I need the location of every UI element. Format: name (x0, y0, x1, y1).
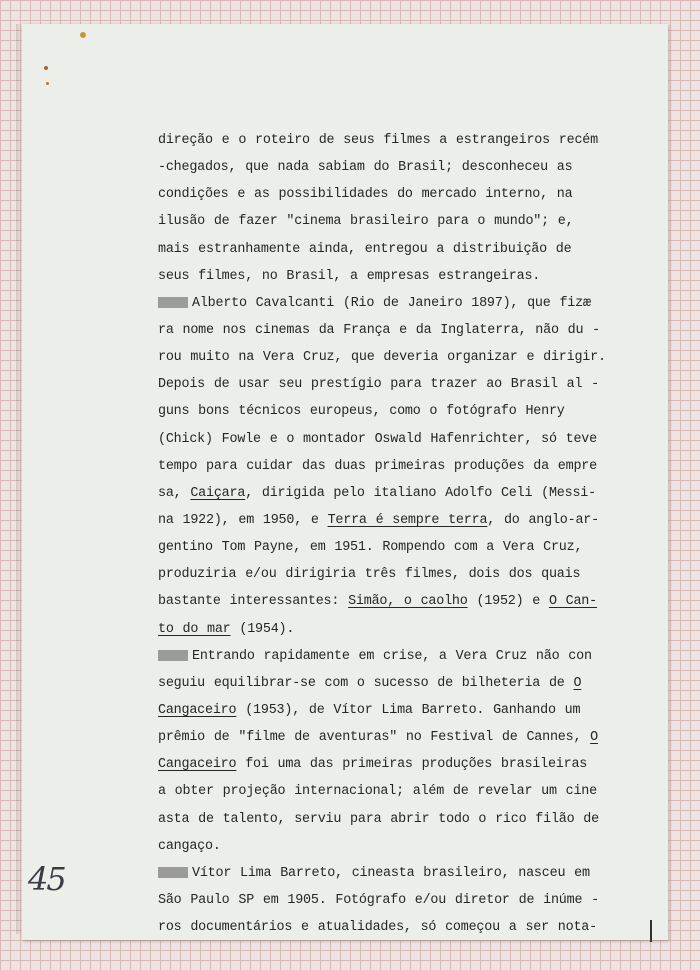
text-segment: guns bons técnicos europeus, como o fotógrafo Henry (158, 404, 565, 420)
text-segment: seguiu equilibrar-se com o sucesso de bilheteria de (158, 675, 574, 691)
text-segment: bastante interessantes: (158, 594, 349, 610)
text-line (158, 290, 644, 317)
text-segment: a obter projeção internacional; além de revelar um cine (158, 784, 597, 800)
text-line (158, 507, 644, 534)
text-segment: produziria e/ou dirigiria três filmes, dois dos quais (158, 567, 581, 583)
text-segment: (1954). (230, 621, 295, 637)
text-segment: Vítor Lima Barreto, cineasta brasileiro, nasceu em (192, 865, 590, 881)
stain-mark (80, 32, 86, 38)
page-number: 45 (28, 860, 65, 898)
text-line (158, 480, 644, 507)
text-segment: condições e as possibilidades do mercado interno, na (158, 187, 573, 203)
text-segment: (Chick) Fowle e o montador Oswald Hafenrichter, só teve (158, 431, 597, 447)
text-line (158, 534, 644, 561)
underlined-title: O Can- (548, 594, 597, 610)
text-line (158, 588, 644, 615)
underlined-title: O (573, 675, 582, 691)
text-line (158, 751, 644, 778)
text-line (158, 317, 644, 344)
text-segment: seus filmes, no Brasil, a empresas estrangeiras. (158, 268, 541, 284)
underlined-title: Cangaceiro (158, 702, 237, 718)
text-line (158, 697, 644, 724)
text-line (158, 426, 644, 453)
text-line (158, 724, 644, 751)
text-segment: São Paulo SP em 1905. Fotógrafo e/ou diretor de inúme - (158, 892, 599, 908)
text-line (158, 127, 644, 154)
stain-mark (44, 66, 48, 70)
text-segment: , do anglo-ar- (487, 512, 599, 528)
text-line (158, 616, 644, 643)
text-line (158, 154, 644, 181)
text-line (158, 561, 644, 588)
underlined-title: Terra é sempre terra (327, 512, 488, 528)
underlined-title: to do mar (158, 621, 231, 637)
text-segment: ilusão de fazer "cinema brasileiro para o mundo"; e, (158, 214, 574, 230)
text-line (158, 263, 644, 290)
text-segment: direção e o roteiro de seus filmes a estrangeiros recém (158, 133, 598, 148)
text-line (158, 860, 644, 887)
text-segment: Depois de usar seu prestígio para trazer ao Brasil al - (158, 377, 599, 393)
paragraph (158, 290, 644, 643)
text-segment: (1953), de Vítor Lima Barreto. Ganhando um (236, 702, 581, 718)
indent-blot-mark (158, 650, 188, 661)
paragraph (158, 643, 644, 860)
text-segment: sa, (158, 485, 191, 501)
text-line (158, 833, 644, 860)
text-segment: ra nome nos cinemas da França e da Inglaterra, não du - (158, 322, 600, 338)
indent-blot-mark (158, 867, 188, 878)
text-line (158, 806, 644, 833)
text-line (158, 778, 644, 805)
text-line (158, 344, 644, 371)
paper-edge-mark (650, 920, 652, 942)
text-line (158, 670, 644, 697)
text-line (158, 236, 644, 263)
text-segment: Entrando rapidamente em crise, a Vera Cruz não con (192, 648, 592, 664)
text-segment: (1952) e (467, 594, 549, 610)
text-segment: foi uma das primeiras produções brasileiras (236, 757, 588, 773)
text-segment: rou muito na Vera Cruz, que deveria organizar e dirigir. (158, 350, 606, 366)
text-line (158, 208, 644, 235)
text-segment: mais estranhamente ainda, entregou a distribuição de (158, 241, 572, 257)
text-segment: -chegados, que nada sabiam do Brasil; desconheceu as (158, 160, 573, 176)
text-line (158, 887, 644, 914)
text-line (158, 453, 644, 480)
typed-text-body (158, 127, 644, 941)
text-segment: prêmio de "filme de aventuras" no Festival de Cannes, (158, 730, 591, 746)
text-segment: ros documentários e atualidades, só começou a ser nota- (158, 920, 597, 936)
text-line (158, 914, 644, 941)
text-segment: asta de talento, serviu para abrir todo o rico filão de (158, 811, 599, 827)
text-segment: tempo para cuidar das duas primeiras produções da empre (158, 458, 597, 474)
underlined-title: Simão, o caolho (348, 594, 468, 610)
underlined-title: O (590, 730, 598, 746)
text-line (158, 398, 644, 425)
paragraph (158, 860, 644, 941)
text-line (158, 371, 644, 398)
stain-mark (46, 82, 49, 85)
text-segment: , dirigida pelo italiano Adolfo Celi (Messi- (245, 485, 596, 501)
text-segment: gentino Tom Payne, em 1951. Rompendo com a Vera Cruz, (158, 540, 583, 556)
text-segment: cangaço. (158, 838, 221, 854)
text-line (158, 181, 644, 208)
underlined-title: Cangaceiro (158, 757, 237, 773)
underlined-title: Caiçara (190, 485, 246, 501)
text-segment: na 1922), em 1950, e (158, 512, 328, 528)
paragraph (158, 127, 644, 290)
indent-blot-mark (158, 297, 188, 308)
text-line (158, 643, 644, 670)
text-segment: Alberto Cavalcanti (Rio de Janeiro 1897), que fizæ (192, 295, 591, 311)
